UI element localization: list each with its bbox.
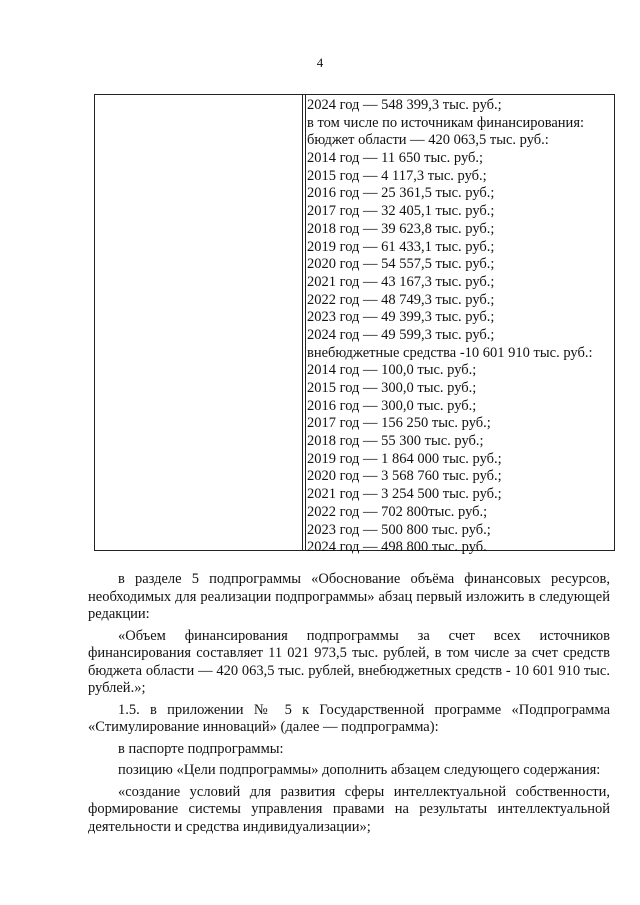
page-number: 4 bbox=[316, 55, 324, 70]
financing-line: 2020 год — 3 568 760 тыс. руб.; bbox=[307, 468, 502, 485]
financing-line: 2023 год — 49 399,3 тыс. руб.; bbox=[307, 309, 495, 326]
financing-line: 2024 год — 498 800 тыс. руб. bbox=[307, 539, 487, 556]
financing-line: внебюджетные средства -10 601 910 тыс. руб.: bbox=[307, 344, 593, 361]
paragraph: 1.5. в приложении № 5 к Государственной программе «Подпрограмма «Стимулирование инноваций» (далее — подпрограмма): bbox=[88, 701, 610, 735]
financing-line: 2023 год — 500 800 тыс. руб.; bbox=[307, 521, 491, 538]
financing-line: 2019 год — 1 864 000 тыс. руб.; bbox=[307, 450, 502, 467]
table-column-divider bbox=[305, 95, 306, 550]
financing-line: 2014 год — 11 650 тыс. руб.; bbox=[307, 150, 484, 167]
financing-line: 2021 год — 43 167,3 тыс. руб.; bbox=[307, 273, 495, 290]
financing-line: 2024 год — 548 399,3 тыс. руб.; bbox=[307, 97, 502, 113]
financing-line: 2024 год — 49 599,3 тыс. руб.; bbox=[307, 326, 495, 343]
financing-line: 2015 год — 300,0 тыс. руб.; bbox=[307, 380, 477, 396]
financing-line: 2021 год — 3 254 500 тыс. руб.; bbox=[307, 486, 502, 503]
paragraph: в паспорте подпрограммы: bbox=[118, 740, 284, 757]
financing-line: 2019 год — 61 433,1 тыс. руб.; bbox=[307, 238, 495, 255]
financing-line: 2017 год — 32 405,1 тыс. руб.; bbox=[307, 203, 495, 220]
financing-line: 2022 год — 48 749,3 тыс. руб.; bbox=[307, 291, 495, 308]
financing-line: 2017 год — 156 250 тыс. руб.; bbox=[307, 415, 491, 432]
paragraph: «Объем финансирования подпрограммы за счет всех источников финансирования составляет 11 021 973,5 тыс. рублей, в том числе за счет средств бюджета области — 420 063,5 тыс. рублей, внебюджетных средств - 10 601 910 тыс. рублей.»; bbox=[88, 627, 610, 696]
paragraph: «создание условий для развития сферы интеллектуальной собственности, формирование системы управления правами на результаты интеллектуальной деятельности и средства индивидуализации»; bbox=[88, 783, 610, 835]
financing-line: 2020 год — 54 557,5 тыс. руб.; bbox=[307, 256, 495, 273]
financing-line: в том числе по источникам финансирования: bbox=[307, 114, 585, 131]
financing-line: 2018 год — 39 623,8 тыс. руб.; bbox=[307, 220, 495, 237]
financing-line: бюджет области — 420 063,5 тыс. руб.: bbox=[307, 132, 549, 149]
paragraph: в разделе 5 подпрограммы «Обоснование объёма финансовых ресурсов, необходимых для реализации подпрограммы» абзац первый изложить в следующей редакции: bbox=[88, 571, 610, 622]
financing-line: 2016 год — 25 361,5 тыс. руб.; bbox=[307, 185, 495, 202]
financing-line: 2016 год — 300,0 тыс. руб.; bbox=[307, 397, 477, 414]
financing-line: 2015 год — 4 117,3 тыс. руб.; bbox=[307, 167, 487, 184]
finance-table bbox=[94, 94, 615, 556]
table-column-divider bbox=[302, 95, 303, 550]
document-body bbox=[88, 571, 610, 840]
financing-line: 2022 год — 702 800тыс. руб.; bbox=[307, 503, 488, 520]
paragraph: позицию «Цели подпрограммы» дополнить абзацем следующего содержания: bbox=[118, 762, 601, 778]
financing-line: 2014 год — 100,0 тыс. руб.; bbox=[307, 362, 477, 379]
financing-line: 2018 год — 55 300 тыс. руб.; bbox=[307, 433, 484, 450]
financing-cell bbox=[307, 97, 610, 557]
